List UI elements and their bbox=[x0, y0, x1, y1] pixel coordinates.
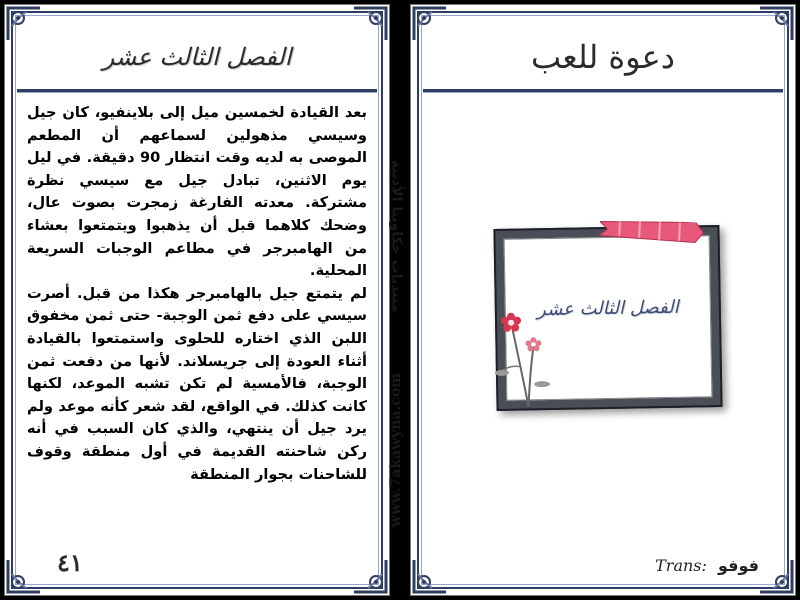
translator-credit bbox=[655, 556, 759, 575]
corner-ornament-icon bbox=[6, 558, 42, 594]
corner-ornament-icon bbox=[412, 6, 448, 42]
corner-ornament-icon bbox=[6, 6, 42, 42]
forum-name-text: منتديات حكاوينا الأدبية bbox=[388, 159, 404, 313]
corner-ornament-icon bbox=[352, 558, 388, 594]
corner-ornament-icon bbox=[352, 6, 388, 42]
header-divider bbox=[17, 89, 377, 93]
translator-label: Trans: bbox=[655, 556, 707, 575]
corner-ornament-icon bbox=[758, 6, 794, 42]
paragraph: لم يتمتع جيل بالهامبرجر هكذا من قبل. أصرت سيسي على دفع ثمن الوجبة- حتى ثمن مخفوق اللبن الذي اختاره للحلوى واستمتعوا بالقيادة أثناء العودة إلى جريسلاند. لأنها من دفعت ثمن الوجبة، فالأمسية لم تكن تشبه الموعد، لكنها كانت كذلك. في الواقع، لقد شعر كأنه موعد ولم يرد جيل أن ينتهي، والذي كان السبب في أنه ركن شاحنته القديمة في أول منطقة وقوف للشاحنات بجوار المنطقة bbox=[27, 284, 367, 483]
paragraph: بعد القيادة لخمسين ميل إلى بلاينفيو، كان جيل وسيسي مذهولين لسماعهم أن المطعم الموصى به لديه وقت انتظار 90 دقيقة. في ليل يوم الاثنين، تبادل جيل مع سيسي نظرة مشتركة. معدته الفارغة زمجرت بصوت عال، وضحك كلاهما قبل أن يذهبوا ويتمتعوا بعشاء من الهامبرجر في مطاعم الوجبات السريعة المحلية. bbox=[27, 104, 367, 280]
left-page bbox=[4, 4, 390, 596]
page-number: ٤١ bbox=[57, 548, 83, 577]
flower-decoration-icon bbox=[481, 302, 563, 413]
card-chapter-title: الفصل الثالث عشر bbox=[536, 296, 679, 321]
website-url: www.7akawyna.com bbox=[388, 372, 405, 528]
chapter-card bbox=[493, 225, 722, 411]
corner-ornament-icon bbox=[412, 558, 448, 594]
corner-ornament-icon bbox=[758, 558, 794, 594]
chapter-header: الفصل الثالث عشر bbox=[102, 43, 292, 71]
translator-name: فوفو bbox=[717, 556, 759, 575]
book-title: دعوة للعب bbox=[530, 38, 675, 76]
header-divider bbox=[423, 89, 783, 93]
chapter-text bbox=[27, 102, 367, 533]
right-page bbox=[410, 4, 796, 596]
spine-url bbox=[381, 350, 411, 550]
